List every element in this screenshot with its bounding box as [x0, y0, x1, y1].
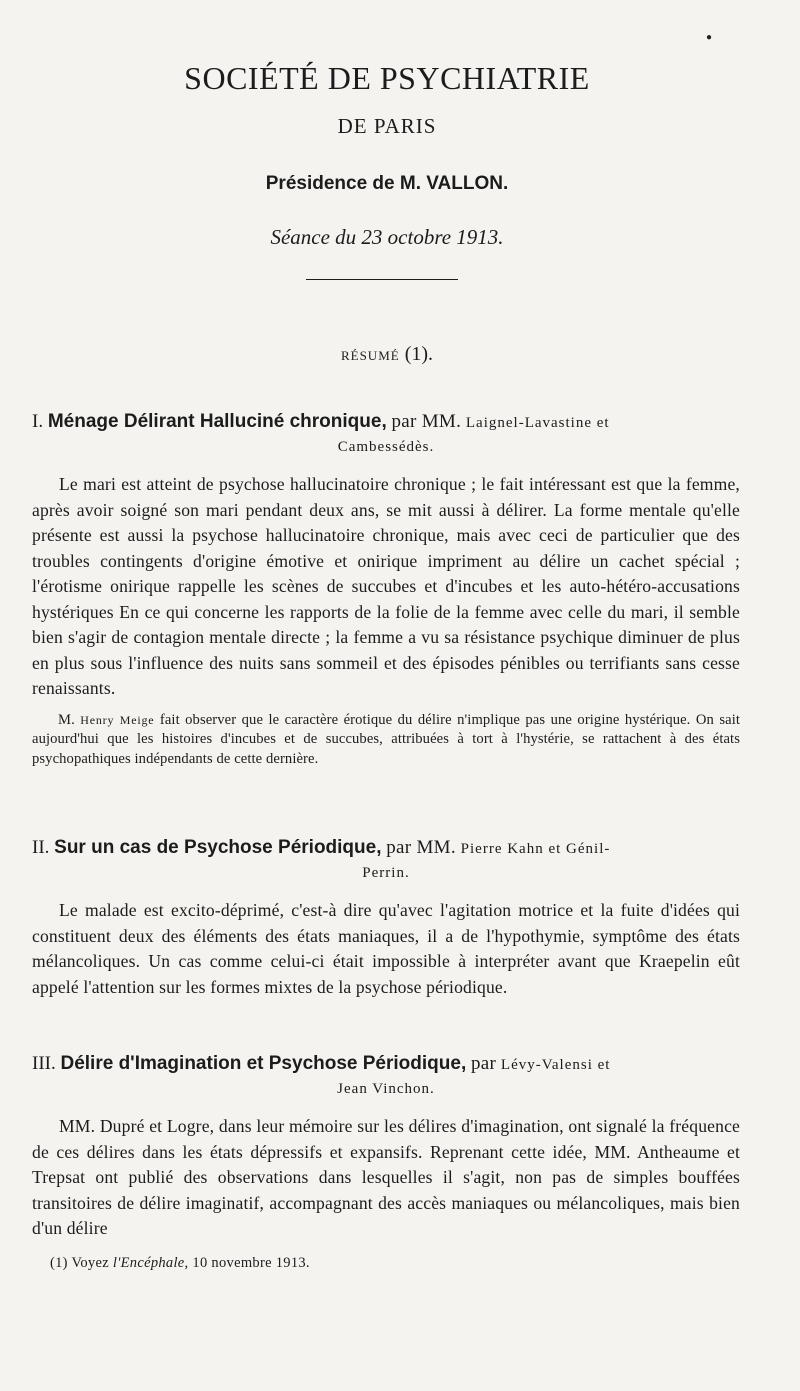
- section-paragraph: MM. Dupré et Logre, dans leur mémoire sur les délires d'imagination, ont signalé la fréquence de ces délires dans les états dépressifs et expansifs. Reprenant cette idée, MM. Antheaume et Trepsat ont publié des observations dans lesquelles il s'agit, non pas de simples bouffées transitoires de délire imaginatif, accompagnant des accès maniaques ou mélancoliques, mais bien d'un délire: [32, 1116, 740, 1238]
- section-2: [32, 836, 740, 1000]
- section-title: Délire d'Imagination et Psychose Périodique,: [60, 1053, 467, 1074]
- section-authors-continued: Cambessédès.: [337, 439, 435, 455]
- section-by: par MM.: [386, 837, 456, 858]
- section-authors-continued: Jean Vinchon.: [337, 1081, 435, 1097]
- section-title: Ménage Délirant Halluciné chronique,: [47, 411, 387, 432]
- section-heading: [32, 836, 740, 885]
- footnote-lead: Voyez: [71, 1255, 109, 1271]
- section-authors: Lévy-Valensi et: [500, 1057, 611, 1073]
- resume-heading: [32, 340, 742, 370]
- presidence-line: Présidence de M. VALLON.: [265, 173, 509, 194]
- section-number: II.: [32, 837, 50, 858]
- document-page: [32, 0, 742, 1391]
- seance-date: Séance du 23 octobre 1913.: [270, 225, 504, 249]
- section-3: [32, 1052, 740, 1242]
- discussion-note: [32, 711, 740, 770]
- section-title: Sur un cas de Psychose Périodique,: [54, 837, 382, 858]
- footnote-journal: l'Encéphale,: [112, 1255, 189, 1271]
- section-heading: [32, 410, 740, 459]
- section-number: I.: [32, 411, 44, 432]
- footnote-mark: (1): [50, 1255, 68, 1271]
- section-paragraph: Le malade est excito-déprimé, c'est-à dire qu'avec l'agitation motrice et la fuite d'idées qui constituent deux des éléments des états maniaques, il a de l'hypothymie, symptôme des états mélancoliques. Un cas comme celui-ci était impossible à interpréter avant que Kraepelin eût appelé l'attention sur les formes mixtes de la psychose périodique.: [32, 900, 740, 997]
- section-authors: Pierre Kahn et Génil-: [460, 841, 611, 857]
- ink-dot: ●: [705, 32, 712, 43]
- footnote: [50, 1252, 310, 1274]
- section-heading: [32, 1052, 740, 1101]
- resume-word: RÉSUMÉ: [340, 348, 400, 363]
- society-title: SOCIÉTÉ DE PSYCHIATRIE: [184, 60, 590, 96]
- header-rule: [306, 279, 458, 280]
- section-paragraph: Le mari est atteint de psychose hallucinatoire chronique ; le fait intéressant est que la femme, après avoir soigné son mari pendant deux ans, se mit aussi à délirer. La forme mentale qu'elle présente est aussi la psychose hallucinatoire chronique, mais avec ceci de particulier que des troubles contingents d'origine émotive et onirique impriment au délire un cachet spécial ; l'érotisme onirique rappelle les scènes de succubes et d'incubes et les auto-hétéro-accusations hystériques En ce qui concerne les rapports de la folie de la femme avec celle du mari, il semble bien s'agir de contagion mentale directe ; la femme a vu sa résistance psychique diminuer de plus en plus sous l'influence des nuits sans sommeil et des épisodes pénibles ou terrifiants sans cesse renaissants.: [32, 474, 740, 698]
- section-authors-continued: Perrin.: [362, 865, 410, 881]
- section-by: par: [470, 1053, 497, 1074]
- note-prefix: M.: [58, 711, 75, 728]
- society-city: DE PARIS: [337, 114, 437, 138]
- note-speaker: Henry Meige: [80, 712, 155, 727]
- section-by: par MM.: [391, 411, 462, 432]
- section-number: III.: [32, 1053, 56, 1074]
- resume-footnote-ref: (1).: [404, 343, 434, 365]
- section-1: [32, 410, 740, 769]
- footnote-date: 10 novembre 1913.: [192, 1255, 310, 1271]
- section-authors: Laignel-Lavastine et: [465, 415, 610, 431]
- note-text: fait observer que le caractère érotique du délire n'implique pas une origine hystérique. On sait aujourd'hui que les histoires d'incubes et de succubes, attribuées à tort à l'hystérie, se rattachent à des états psychopathiques indépendants de cette dernière.: [32, 711, 741, 767]
